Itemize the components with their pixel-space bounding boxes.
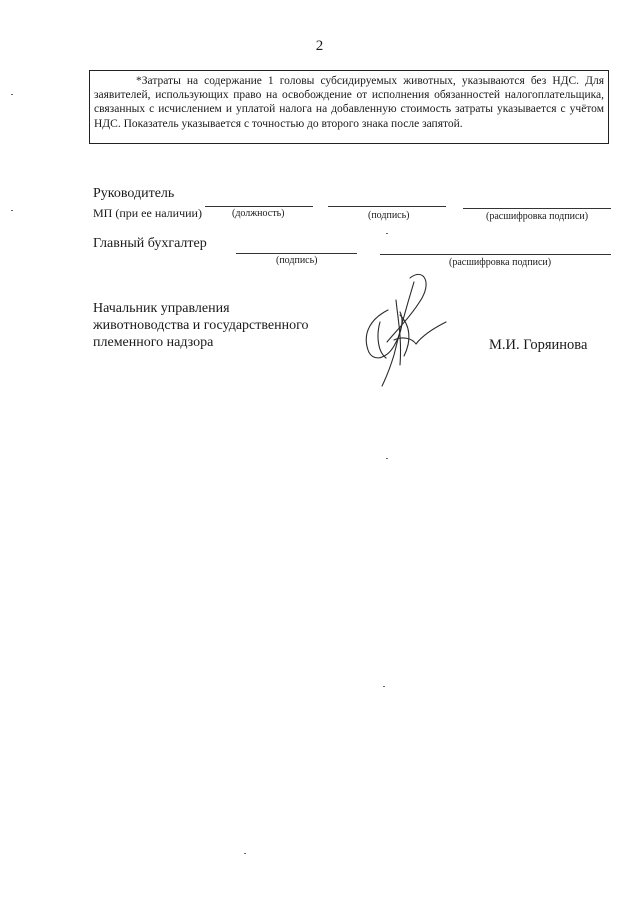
head-title: Руководитель [93,186,175,201]
signature-stroke [400,315,409,356]
accountant-title: Главный бухгалтер [93,236,207,251]
head-decoding-line [463,208,611,209]
accountant-signature-line [236,253,357,254]
scan-speck [386,458,388,459]
chief-title-line1: Начальник управления [93,301,230,316]
chief-title-line2: животноводства и государственного [93,318,309,333]
head-position-line [205,206,313,207]
scan-speck [383,686,385,687]
chief-name: М.И. Горяинова [489,337,588,353]
stamp-label: МП (при ее наличии) [93,206,202,220]
handwritten-signature [352,270,452,395]
scan-speck [11,94,13,95]
signature-stroke [378,322,386,358]
head-decoding-caption: (расшифровка подписи) [486,211,589,222]
scan-speck [244,853,246,854]
chief-title-line3: племенного надзора [93,335,214,350]
page-number: 2 [315,38,324,54]
head-signature-line [328,206,446,207]
scan-speck [11,210,13,211]
scan-speck [386,233,388,234]
accountant-decoding-line [380,254,611,255]
note-box [89,70,609,144]
signature-stroke [396,300,401,365]
note-text: *Затраты на содержание 1 головы субсидируемых животных, указываются без НДС. Для заявителей, использующих право на освобождение от исполнения обязанностей налогоплательщика, связанных с исчислением и уплатой налога на добавленную стоимость затраты указывается с учётом НДС. Показатель указывается с точностью до второго знака после запятой. [94,75,604,130]
signature-stroke [366,310,402,358]
accountant-signature-caption: (подпись) [276,255,318,266]
head-signature-caption: (подпись) [368,210,410,221]
head-position-caption: (должность) [232,208,285,219]
accountant-decoding-caption: (расшифровка подписи) [449,257,552,268]
